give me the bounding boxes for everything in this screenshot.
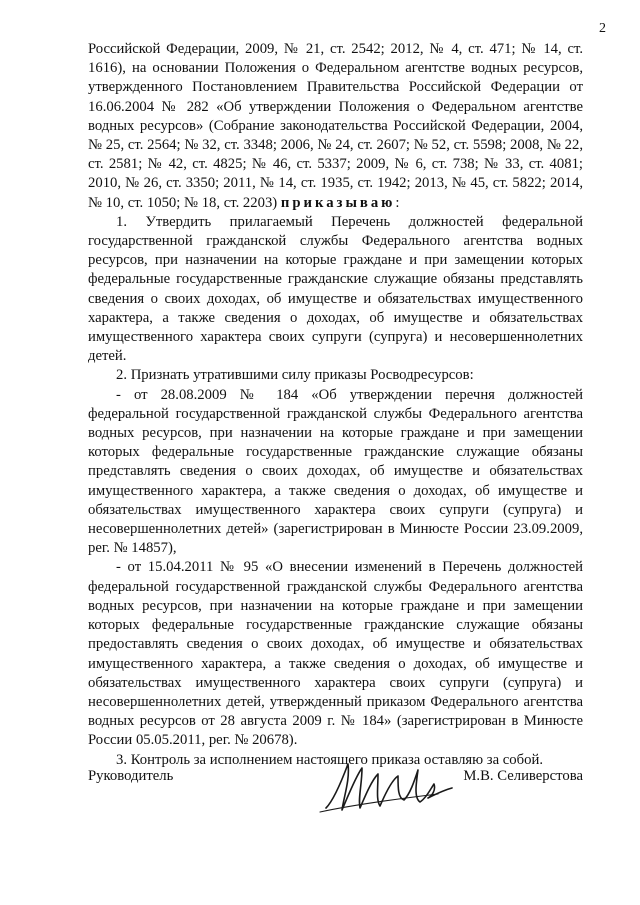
- item-2a-paragraph: - от 28.08.2009 № 184 «Об утверждении перечня должностей федеральной государственной гражданской службы Федерального агентства водных ресурсов, при назначении на которые граждане и при замещении которых федеральные государственные гражданские служащие обязаны представлять сведения о своих доходах, об имуществе и обязательствах имущественного характера, а также сведения о доходах, об имуществе и обязательствах имущественного характера своих супруги (супруга) и несовершеннолетних детей» (зарегистрирован в Минюсте России 23.09.2009, рег. № 14857),: [88, 386, 583, 557]
- signatory-title: Руководитель: [88, 768, 174, 784]
- intro-text: Российской Федерации, 2009, № 21, ст. 2542; 2012, № 4, ст. 471; № 14, ст. 1616), на основании Положения о Федеральном агентстве водных ресурсов, утвержденного Постановлением Правительства Российской Федерации от 16.06.2004 № 282 «Об утверждении Положения о Федеральном агентстве водных ресурсов» (Собрание законодательства Российской Федерации, 2004, № 25, ст. 2564; № 32, ст. 3348; 2006, № 24, ст. 2607; № 52, ст. 5598; 2008, № 22, ст. 2581; № 42, ст. 4825; № 46, ст. 5337; 2009, № 6, ст. 738; № 33, ст. 4081; 2010, № 26, ст. 3350; 2011, № 14, ст. 1935, ст. 1942; 2013, № 45, ст. 5822; 2014, № 10, ст. 1050; № 18, ст. 2203): [88, 41, 583, 211]
- signatory-name: М.В. Селиверстова: [463, 768, 583, 784]
- page-number: 2: [599, 21, 606, 36]
- order-word: приказываю: [280, 194, 396, 211]
- signature-block: [88, 768, 583, 828]
- item-3-paragraph: 3. Контроль за исполнением настоящего приказа оставляю за собой.: [116, 751, 543, 768]
- order-colon: :: [395, 194, 400, 211]
- item-1-paragraph: 1. Утвердить прилагаемый Перечень должностей федеральной государственной гражданской службы Федерального агентства водных ресурсов, при назначении на которые граждане и при замещении которых федеральные государственные гражданские служащие обязаны представлять сведения о своих доходах, об имуществе и обязательствах имущественного характера, а также сведения о доходах, об имуществе и обязательствах имущественного характера своих супруги (супруга) и несовершеннолетних детей.: [88, 213, 583, 365]
- item-2b-paragraph: - от 15.04.2011 № 95 «О внесении изменений в Перечень должностей федеральной государственной гражданской службы Федерального агентства водных ресурсов, при назначении на которые граждане и при замещении которых федеральные государственные гражданские служащие обязаны предоставлять сведения о своих доходах, об имуществе и обязательствах имущественного характера, а также сведения о доходах, об имуществе и обязательствах имущественного характера своих супруги (супруга) и несовершеннолетних детей, утвержденный приказом Федерального агентства водных ресурсов от 28 августа 2009 г. № 184» (зарегистрирован в Минюсте России 05.05.2011, рег. № 20678).: [88, 559, 583, 749]
- document-body: [88, 40, 583, 770]
- item-2-paragraph: 2. Признать утратившими силу приказы Росводресурсов:: [116, 367, 474, 384]
- intro-paragraph: [88, 40, 583, 213]
- handwritten-signature-icon: [318, 750, 468, 820]
